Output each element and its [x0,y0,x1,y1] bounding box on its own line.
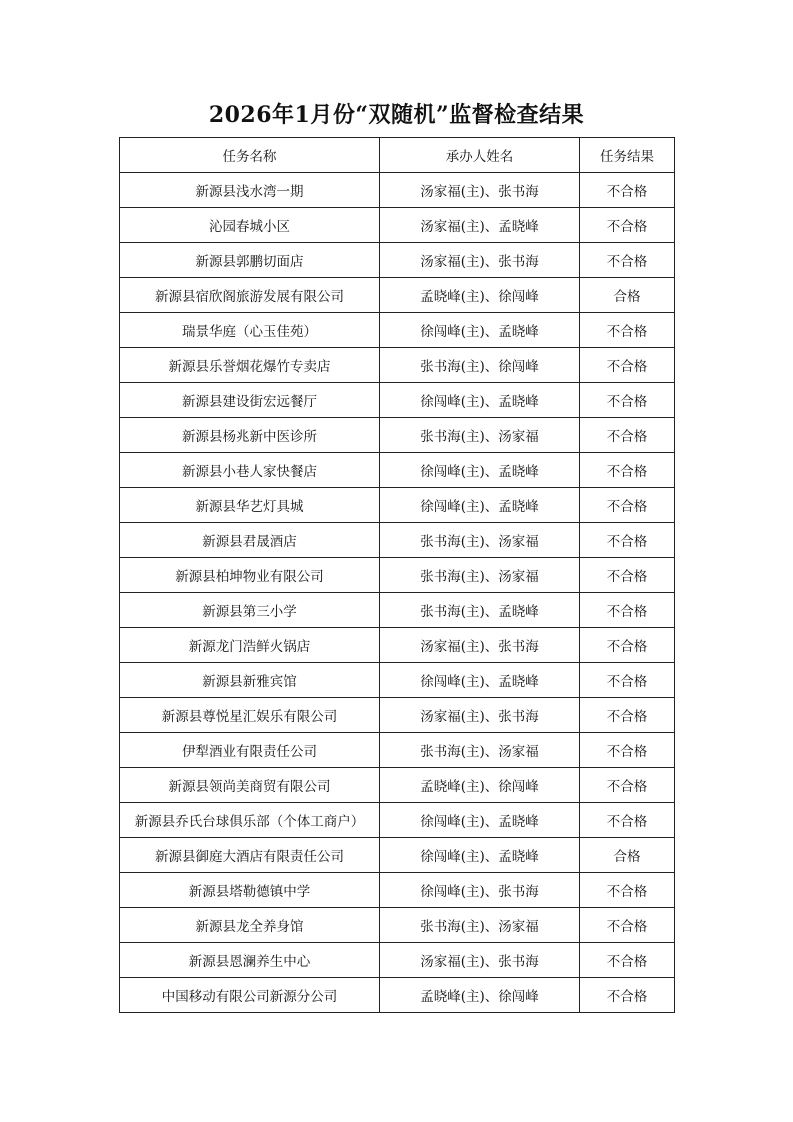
task-name-cell: 新源县郭鹏切面店 [120,243,380,278]
handler-cell: 徐闯峰(主)、孟晓峰 [380,488,580,523]
table-row [120,173,675,208]
result-cell: 不合格 [580,733,675,768]
result-cell: 不合格 [580,348,675,383]
task-name-cell: 新源县华艺灯具城 [120,488,380,523]
result-cell: 不合格 [580,173,675,208]
task-name-cell: 新源县领尚美商贸有限公司 [120,768,380,803]
task-name-cell: 新源县杨兆新中医诊所 [120,418,380,453]
task-name-cell: 新源县新雅宾馆 [120,663,380,698]
task-name-cell: 新源县御庭大酒店有限责任公司 [120,838,380,873]
table-row [120,838,675,873]
table-row [120,943,675,978]
table-row [120,243,675,278]
result-cell: 合格 [580,278,675,313]
table-row [120,978,675,1013]
handler-cell: 徐闯峰(主)、张书海 [380,873,580,908]
table-row [120,313,675,348]
inspection-results-table [119,137,675,1013]
handler-cell: 孟晓峰(主)、徐闯峰 [380,768,580,803]
handler-cell: 孟晓峰(主)、徐闯峰 [380,978,580,1013]
handler-cell: 张书海(主)、汤家福 [380,558,580,593]
result-cell: 不合格 [580,628,675,663]
handler-cell: 徐闯峰(主)、孟晓峰 [380,453,580,488]
handler-cell: 孟晓峰(主)、徐闯峰 [380,278,580,313]
task-name-cell: 新源龙门浩鲜火锅店 [120,628,380,663]
result-cell: 不合格 [580,418,675,453]
task-name-cell: 新源县尊悦星汇娱乐有限公司 [120,698,380,733]
result-cell: 不合格 [580,558,675,593]
table-row [120,383,675,418]
table-row [120,593,675,628]
table-row [120,768,675,803]
result-cell: 不合格 [580,453,675,488]
handler-cell: 徐闯峰(主)、孟晓峰 [380,663,580,698]
task-name-cell: 伊犁酒业有限责任公司 [120,733,380,768]
result-cell: 不合格 [580,208,675,243]
table-row [120,453,675,488]
handler-cell: 张书海(主)、汤家福 [380,908,580,943]
document-title: 2026年1月份“双随机”监督检查结果 [208,102,585,128]
task-name-cell: 新源县柏坤物业有限公司 [120,558,380,593]
table-row [120,208,675,243]
table-row [120,873,675,908]
handler-cell: 张书海(主)、汤家福 [380,523,580,558]
handler-cell: 汤家福(主)、张书海 [380,943,580,978]
task-name-cell: 新源县小巷人家快餐店 [120,453,380,488]
task-name-cell: 新源县建设街宏远餐厅 [120,383,380,418]
result-cell: 不合格 [580,803,675,838]
result-cell: 不合格 [580,943,675,978]
handler-cell: 徐闯峰(主)、孟晓峰 [380,383,580,418]
task-name-cell: 沁园春城小区 [120,208,380,243]
task-name-cell: 中国移动有限公司新源分公司 [120,978,380,1013]
result-cell: 不合格 [580,488,675,523]
table-row [120,908,675,943]
result-cell: 不合格 [580,978,675,1013]
table-row [120,628,675,663]
handler-cell: 徐闯峰(主)、孟晓峰 [380,803,580,838]
result-cell: 合格 [580,838,675,873]
result-cell: 不合格 [580,663,675,698]
task-name-cell: 新源县恩澜养生中心 [120,943,380,978]
handler-cell: 汤家福(主)、孟晓峰 [380,208,580,243]
task-name-cell: 新源县塔勒德镇中学 [120,873,380,908]
result-cell: 不合格 [580,698,675,733]
result-cell: 不合格 [580,383,675,418]
table-row [120,803,675,838]
handler-cell: 汤家福(主)、张书海 [380,243,580,278]
table-row [120,558,675,593]
result-cell: 不合格 [580,593,675,628]
table-row [120,348,675,383]
result-cell: 不合格 [580,873,675,908]
handler-cell: 张书海(主)、汤家福 [380,733,580,768]
handler-cell: 张书海(主)、孟晓峰 [380,593,580,628]
table-row [120,733,675,768]
handler-cell: 张书海(主)、徐闯峰 [380,348,580,383]
table-body [120,173,675,1013]
table-row [120,698,675,733]
handler-cell: 徐闯峰(主)、孟晓峰 [380,838,580,873]
task-name-cell: 新源县宿欣阁旅游发展有限公司 [120,278,380,313]
handler-cell: 汤家福(主)、张书海 [380,628,580,663]
task-name-cell: 新源县龙全养身馆 [120,908,380,943]
result-cell: 不合格 [580,768,675,803]
result-cell: 不合格 [580,243,675,278]
header-task-name: 任务名称 [120,138,380,173]
table-row [120,488,675,523]
result-cell: 不合格 [580,523,675,558]
handler-cell: 汤家福(主)、张书海 [380,698,580,733]
task-name-cell: 新源县浅水湾一期 [120,173,380,208]
table-row [120,663,675,698]
handler-cell: 徐闯峰(主)、孟晓峰 [380,313,580,348]
result-cell: 不合格 [580,313,675,348]
task-name-cell: 瑞景华庭（心玉佳苑） [120,313,380,348]
result-cell: 不合格 [580,908,675,943]
header-handler-names: 承办人姓名 [380,138,580,173]
handler-cell: 汤家福(主)、张书海 [380,173,580,208]
handler-cell: 张书海(主)、汤家福 [380,418,580,453]
task-name-cell: 新源县君晟酒店 [120,523,380,558]
table-row [120,278,675,313]
task-name-cell: 新源县乐誉烟花爆竹专卖店 [120,348,380,383]
task-name-cell: 新源县第三小学 [120,593,380,628]
table-header-row [120,138,675,173]
header-task-result: 任务结果 [580,138,675,173]
task-name-cell: 新源县乔氏台球俱乐部（个体工商户） [120,803,380,838]
table-row [120,418,675,453]
table-row [120,523,675,558]
